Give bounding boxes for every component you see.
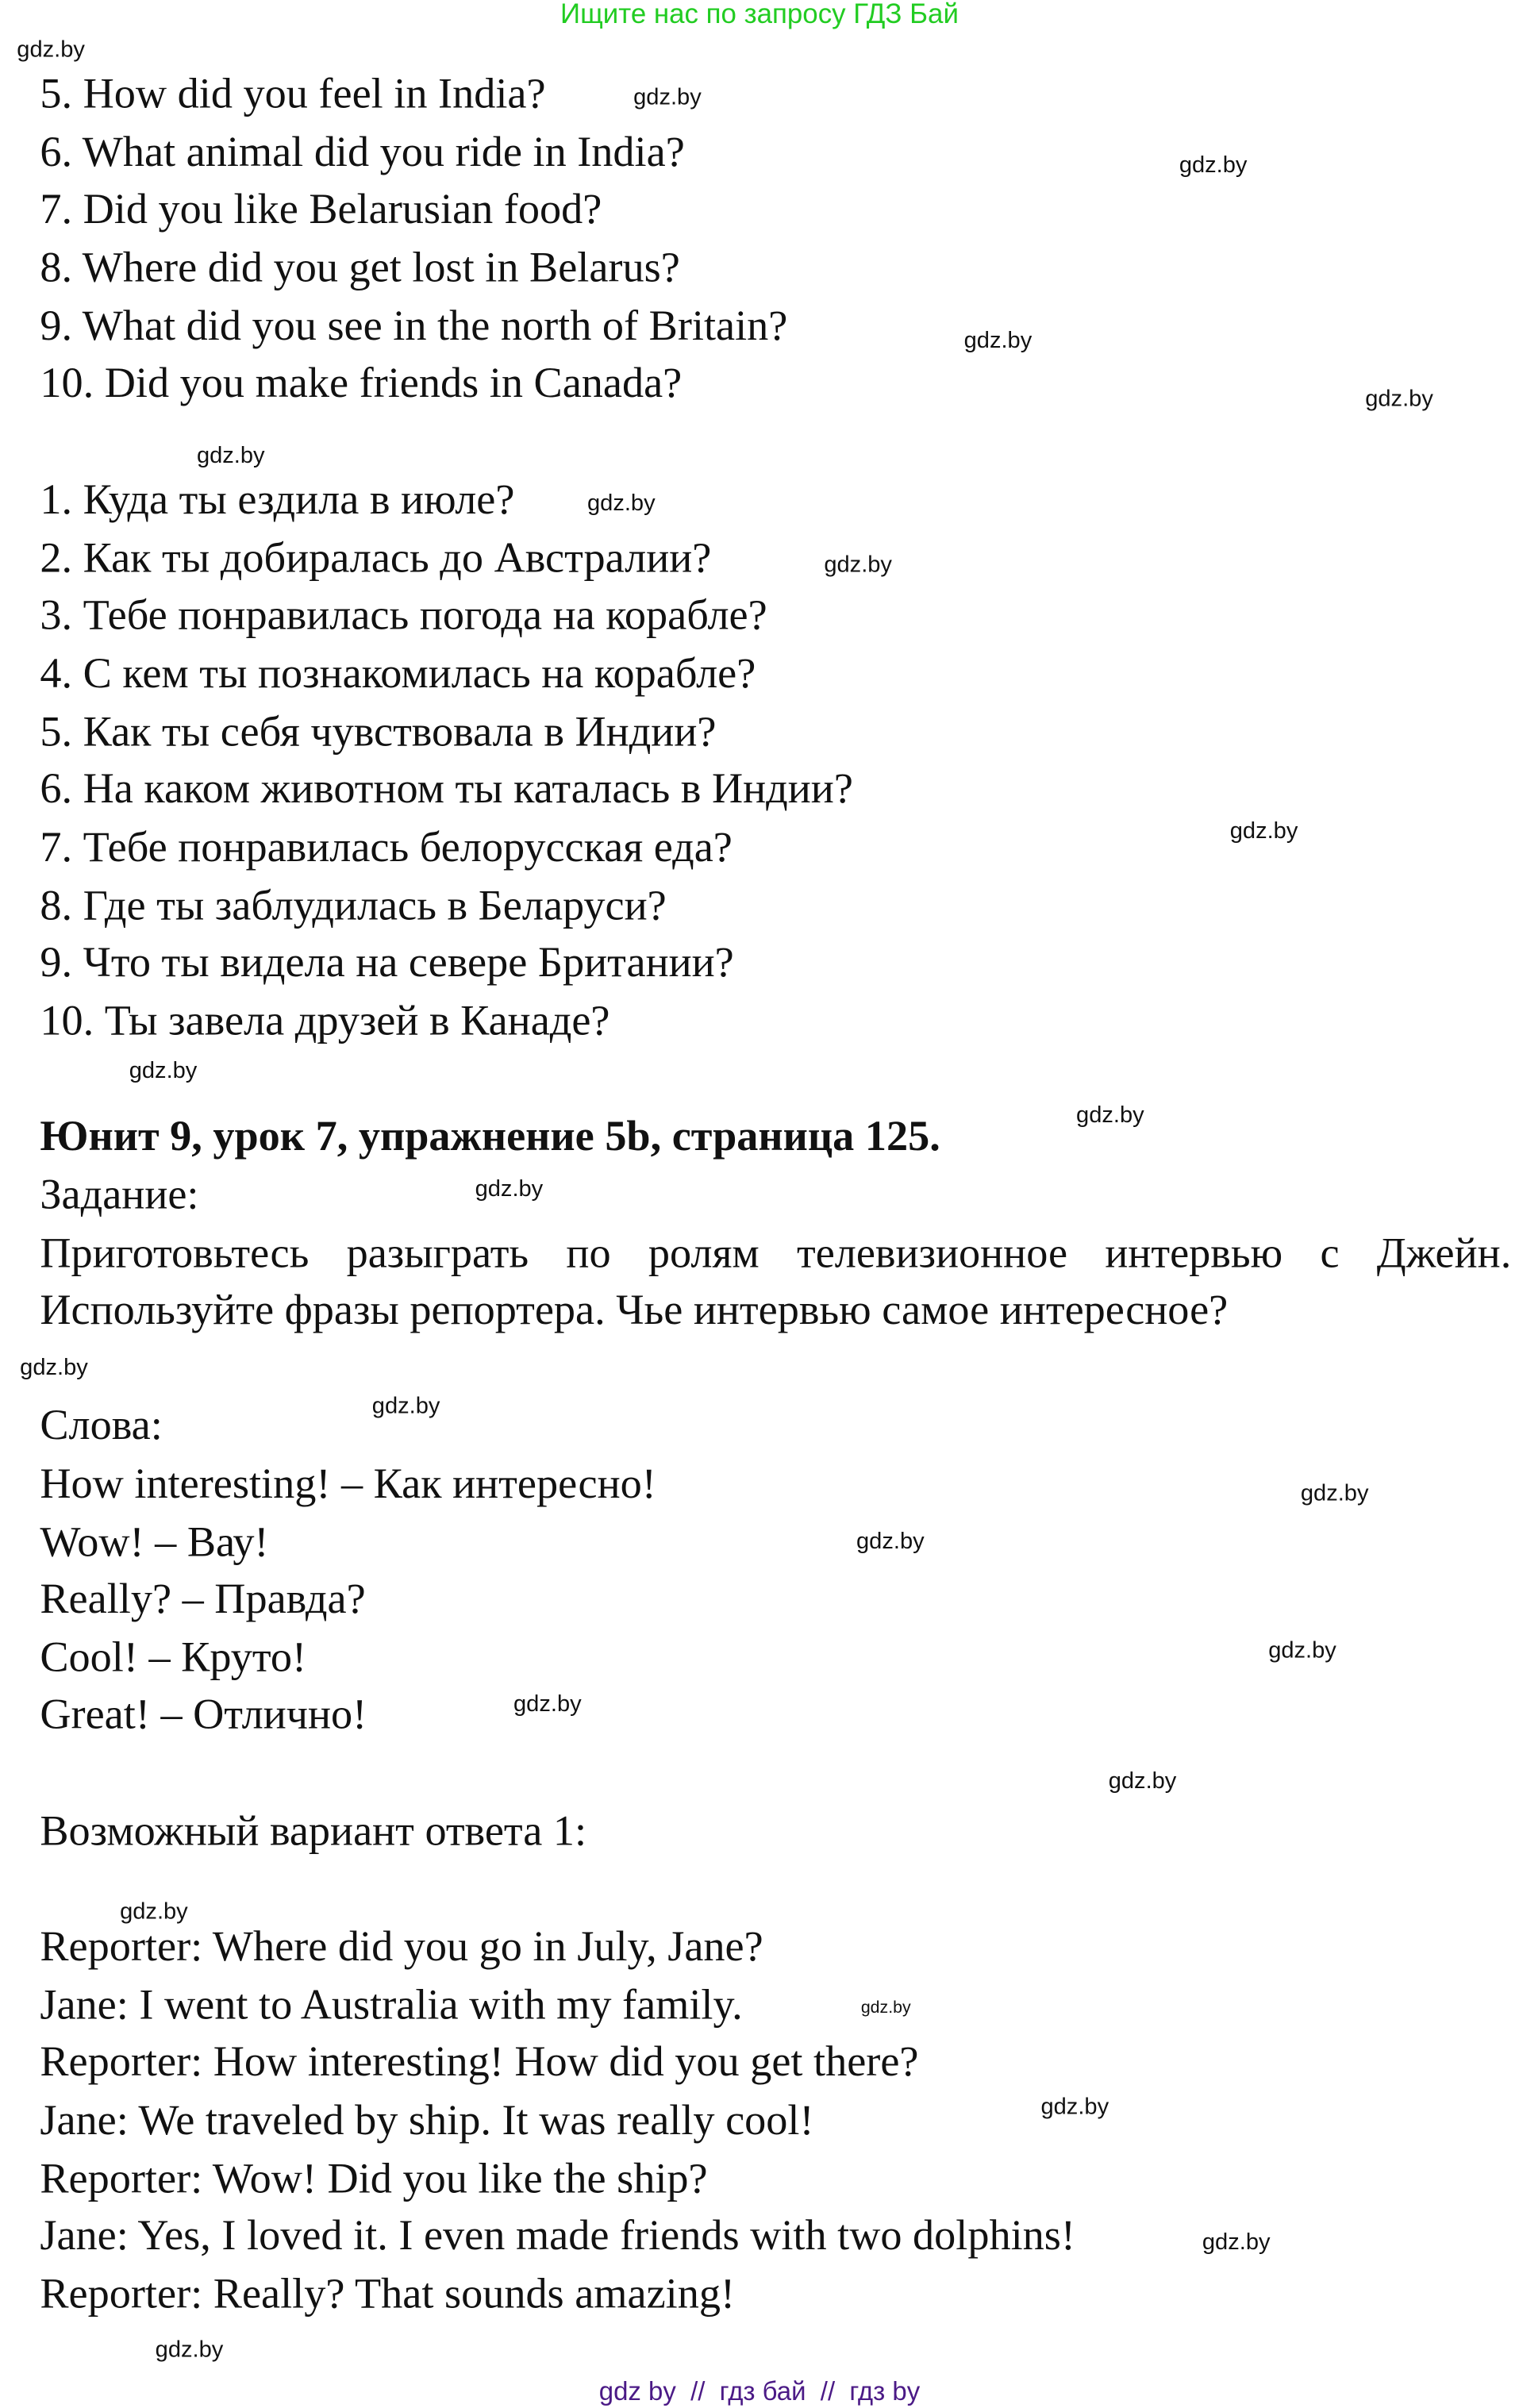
word-item: How interesting! – Как интересно! (40, 1460, 656, 1509)
watermark: gdz.by (1268, 1637, 1336, 1664)
watermark: gdz.by (17, 37, 85, 63)
russian-question: 9. Что ты видела на севере Британии? (40, 939, 734, 987)
dialogue-line: Reporter: Where did you go in July, Jane? (40, 1923, 763, 1971)
answer-label: Возможный вариант ответа 1: (40, 1808, 587, 1856)
watermark: gdz.by (155, 2337, 224, 2364)
watermark: gdz.by (963, 327, 1033, 354)
watermark: gdz.by (1076, 1102, 1144, 1129)
watermark: gdz.by (129, 1057, 198, 1084)
watermark: gdz.by (1300, 1480, 1369, 1507)
word-item: Wow! – Вау! (40, 1518, 269, 1568)
watermark: gdz.by (856, 1528, 925, 1555)
footer-links: gdz by // гдз бай // гдз by (598, 2376, 921, 2406)
watermark: gdz.by (475, 1175, 544, 1202)
watermark: gdz.by (633, 84, 702, 111)
russian-question: 2. Как ты добиралась до Австралии? (40, 535, 712, 583)
watermark: gdz.by (20, 1354, 88, 1381)
watermark: gdz.by (587, 490, 656, 517)
watermark: gdz.by (824, 552, 892, 579)
word-item: Really? – Правда? (40, 1575, 366, 1624)
word-item: Great! – Отлично! (40, 1691, 367, 1739)
english-question: 9. What did you see in the north of Britain? (40, 302, 788, 351)
exercise-heading: Юнит 9, урок 7, упражнение 5b, страница 125. (40, 1113, 940, 1161)
watermark: gdz.by (1040, 2094, 1109, 2121)
watermark: gdz.by (860, 1998, 911, 2018)
russian-question: 3. Тебе понравилась погода на корабле? (40, 591, 767, 640)
search-banner: Ищите нас по запросу ГДЗ Бай (560, 0, 959, 29)
watermark: gdz.by (1365, 386, 1433, 413)
dialogue-line: Jane: I went to Australia with my family. (40, 1982, 743, 2030)
russian-question: 8. Где ты заблудилась в Беларуси? (40, 882, 667, 931)
dialogue-line: Reporter: How interesting! How did you get there? (40, 2038, 919, 2087)
english-question: 6. What animal did you ride in India? (40, 129, 685, 177)
russian-question: 4. С кем ты познакомилась на корабле? (40, 650, 756, 698)
russian-question: 6. На каком животном ты каталась в Индии? (40, 765, 853, 814)
russian-question: 10. Ты завела друзей в Канаде? (40, 998, 610, 1046)
dialogue-line: Reporter: Wow! Did you like the ship? (40, 2155, 708, 2204)
words-label: Слова: (40, 1402, 163, 1450)
watermark: gdz.by (371, 1393, 440, 1420)
english-question: 5. How did you feel in India? (40, 71, 546, 119)
task-text: Используйте фразы репортера. Чье интервью самое интересное? (40, 1287, 1229, 1335)
russian-question: 7. Тебе понравилась белорусская еда? (40, 824, 733, 872)
watermark: gdz.by (1179, 152, 1248, 179)
english-question: 10. Did you make friends in Canada? (40, 360, 683, 408)
dialogue-line: Jane: Yes, I loved it. I even made friends with two dolphins! (40, 2212, 1075, 2260)
russian-question: 1. Куда ты ездила в июле? (40, 476, 515, 525)
watermark: gdz.by (120, 1898, 188, 1925)
dialogue-line: Reporter: Really? That sounds amazing! (40, 2271, 736, 2319)
english-question: 7. Did you like Belarusian food? (40, 186, 602, 234)
russian-question: 5. Как ты себя чувствовала в Индии? (40, 709, 717, 757)
watermark: gdz.by (1108, 1768, 1177, 1794)
task-label: Задание: (40, 1171, 199, 1220)
task-text: Приготовьтесь разыграть по ролям телевизионное интервью с Джейн. (40, 1229, 1512, 1278)
watermark: gdz.by (1229, 817, 1298, 844)
watermark: gdz.by (1202, 2229, 1271, 2256)
word-item: Cool! – Круто! (40, 1634, 307, 1683)
english-question: 8. Where did you get lost in Belarus? (40, 244, 680, 293)
watermark: gdz.by (196, 442, 265, 469)
dialogue-line: Jane: We traveled by ship. It was really cool! (40, 2097, 814, 2145)
watermark: gdz.by (513, 1691, 582, 1718)
